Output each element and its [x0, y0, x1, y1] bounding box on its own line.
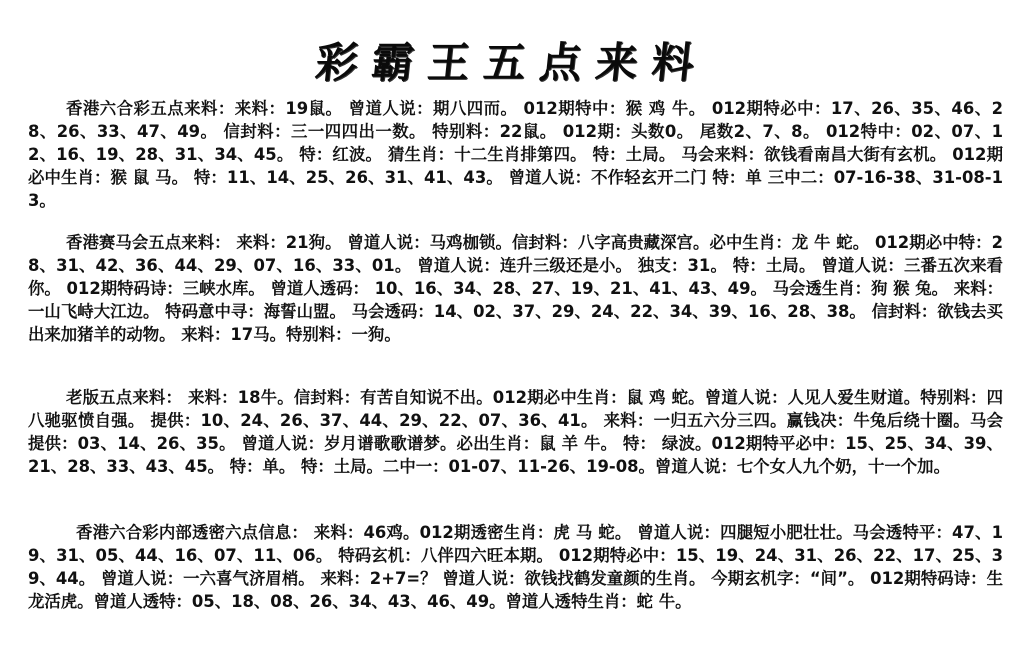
- section-hk-jockey-club-five-points: 香港赛马会五点来料： 来料：21狗。 曾道人说：马鸡枷锁。信封料：八字高贵藏深宫。必中生肖：龙 牛 蛇。 012期必中特：28、31、42、36、44、29、07、16、33、01。 曾道人说：连升三级还是小。 独支：31。 特：土局。 曾道人说：三番五次来看你。 012期特码诗：三峡水库。 曾道人透码： 10、16、34、28、27、19、21、41、43、49。 马会透生肖：狗 猴 兔。 来料：一山飞峙大江边。 特码意中寻：海誓山盟。 马会透码：14、02、37、29、24、22、34、39、16、28、38。 信封料：欲钱去买出来加猪羊的动物。 来料：17马。特别料：一狗。: [28, 233, 1003, 344]
- section-old-version-five-points: 老版五点来料： 来料：18牛。信封料：有苦自知说不出。012期必中生肖：鼠 鸡 蛇。曾道人说：人见人爱生财道。特别料：四八驰驱愤自强。 提供：10、24、26、37、44、29、22、07、36、41。 来料：一归五六分三四。赢钱决：牛兔后绕十圈。马会提供：03、14、26、35。 曾道人说：岁月谱歌歌谱梦。必出生肖：鼠 羊 牛。 特： 绿波。012期特平必中：15、25、34、39、21、28、33、43、45。 特：单。 特：土局。二中一：01-07、11-26、19-08。曾道人说：七个女人九个奶，十一个加。: [28, 388, 1003, 476]
- section-hk-mark-six-internal-six-points: 香港六合彩内部透密六点信息： 来料：46鸡。012期透密生肖：虎 马 蛇。 曾道人说：四腿短小肥壮壮。马会透特平：47、19、31、05、44、16、07、11、06。 特码玄机：八伴四六旺本期。 012期特必中：15、19、24、31、26、22、17、25、39、44。 曾道人说：一六喜气济眉梢。 来料：2+7=？ 曾道人说：欲钱找鹤发童颜的生肖。 今期玄机字：“间”。 012期特码诗：生龙活虎。曾道人透特：05、18、08、26、34、43、46、49。曾道人透特生肖：蛇 牛。: [28, 523, 1003, 611]
- section-hk-mark-six-five-points: 香港六合彩五点来料：来料：19鼠。 曾道人说：期八四而。 012期特中：猴 鸡 牛。 012期特必中：17、26、35、46、28、26、33、47、49。 信封料：三一四四出一数。 特别料：22鼠。 012期：头数0。 尾数2、7、8。 012特中：02、07、12、16、19、28、31、34、45。 特：红波。 猜生肖：十二生肖排第四。 特：土局。 马会来料：欲钱看南昌大街有玄机。 012期必中生肖：猴 鼠 马。 特：11、14、25、26、31、41、43。 曾道人说：不作轻玄开二门 特：单 三中二：07-16-38、31-08-13。: [28, 99, 1003, 210]
- page-title: 彩霸王五点来料: [313, 38, 711, 87]
